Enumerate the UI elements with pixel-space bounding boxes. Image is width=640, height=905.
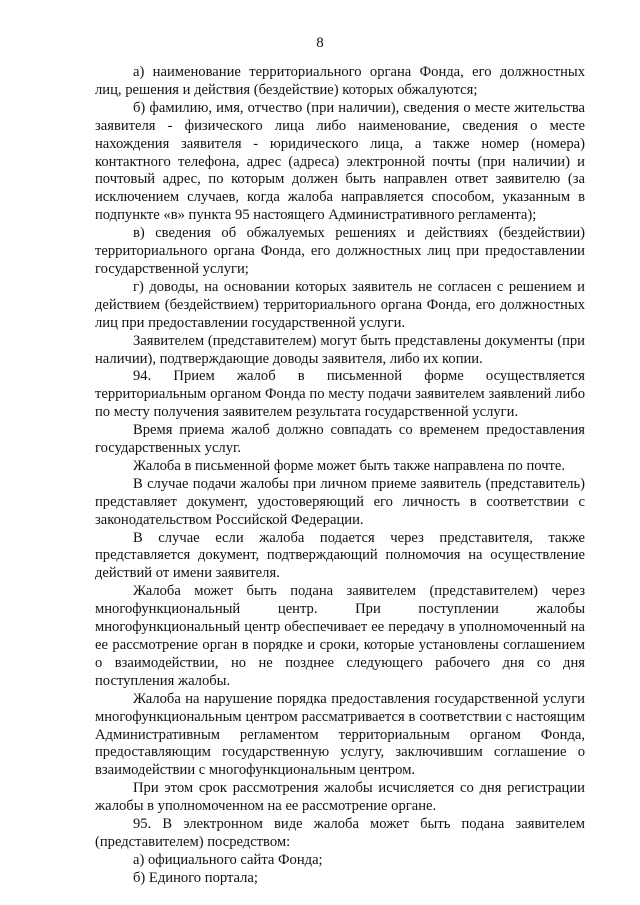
- paragraph-clause-95: 95. В электронном виде жалоба может быть подана заявителем (представителем) посредством:: [95, 816, 585, 850]
- page-number: 8: [316, 35, 324, 51]
- paragraph: При этом срок рассмотрения жалобы исчисляется со дня регистрации жалобы в уполномоченном на ее рассмотрение органе.: [95, 780, 585, 815]
- document-body: [95, 64, 585, 888]
- paragraph: Время приема жалоб должно совпадать со временем предоставления государственных услуг.: [95, 422, 585, 457]
- paragraph: Жалоба в письменной форме может быть также направлена по почте.: [133, 457, 566, 474]
- paragraph: В случае если жалоба подается через представителя, также представляется документ, подтверждающий полномочия на осуществление действий от имени заявителя.: [95, 529, 585, 582]
- paragraph: Жалоба может быть подана заявителем (представителем) через многофункциональный центр. При поступлении жалобы многофункциональный центр обеспечивает ее передачу в уполномоченный на ее рассмотрение орган в порядке и сроки, которые установлены соглашением о взаимодействии, но не позднее следующего рабочего дня со дня поступления жалобы.: [95, 583, 585, 689]
- paragraph: Заявителем (представителем) могут быть представлены документы (при наличии), подтверждающие доводы заявителя, либо их копии.: [95, 332, 585, 367]
- paragraph-item-v: в) сведения об обжалуемых решениях и действиях (бездействии) территориального органа Фонда, его должностных лиц при предоставлении государственной услуги;: [95, 225, 585, 277]
- paragraph: Жалоба на нарушение порядка предоставления государственной услуги многофункциональным центром рассматривается в соответствии с настоящим Административным регламентом территориальным органом Фонда, предоставляющим государственную услугу, заключившим соглашение о взаимодействии с многофункциональным центром.: [95, 690, 585, 779]
- paragraph-item-b: б) фамилию, имя, отчество (при наличии), сведения о месте жительства заявителя - физического лица либо наименование, сведения о месте нахождения заявителя - юридического лица, а также номер (номера) контактного телефона, адрес (адреса) электронной почты (при наличии) и почтовый адрес, по которым должен быть направлен ответ заявителю (за исключением случаев, когда жалоба направляется способом, указанным в подпункте «в» пункта 95 настоящего Административного регламента);: [95, 99, 585, 224]
- paragraph-item-a: а) наименование территориального органа Фонда, его должностных лиц, решения и действия (бездействие) которых обжалуются;: [95, 64, 585, 98]
- paragraph-clause-94: 94. Прием жалоб в письменной форме осуществляется территориальным органом Фонда по месту подачи заявителем заявлений либо по месту получения заявителем результата государственной услуги.: [95, 368, 585, 421]
- paragraph-list-item: а) официального сайта Фонда;: [133, 851, 323, 868]
- paragraph-list-item: б) Единого портала;: [133, 869, 258, 886]
- paragraph-item-g: г) доводы, на основании которых заявитель не согласен с решением и действием (бездействием) территориального органа Фонда, его должностных лиц при предоставлении государственной услуги.: [95, 278, 585, 331]
- paragraph: В случае подачи жалобы при личном приеме заявитель (представитель) представляет документ, удостоверяющий его личность в соответствии с законодательством Российской Федерации.: [95, 475, 585, 528]
